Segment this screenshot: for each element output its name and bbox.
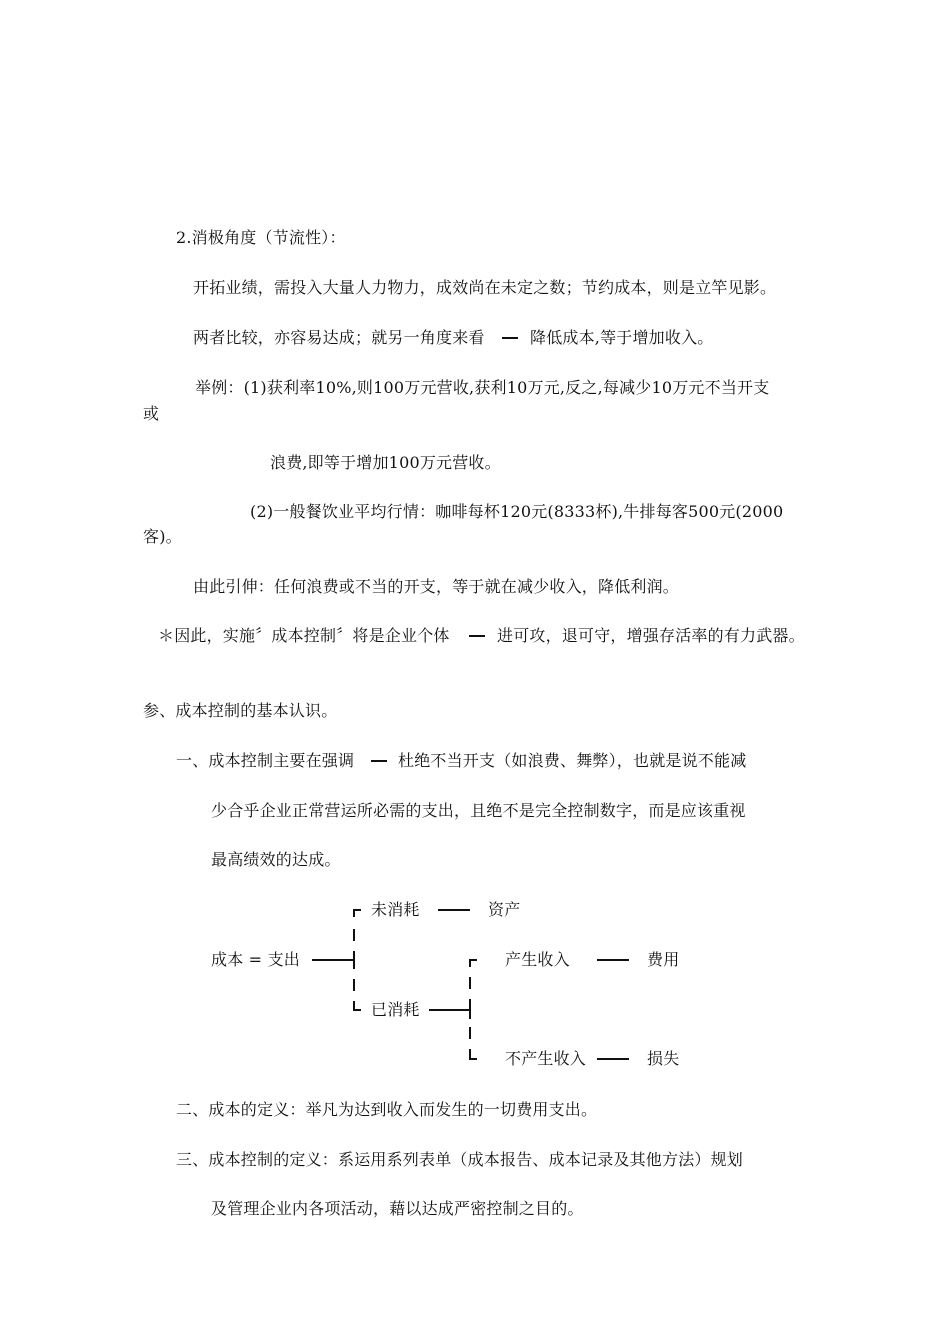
list-item: 二、成本的定义：举凡为达到收入而发生的一切费用支出。 xyxy=(176,1100,598,1119)
node-loss: 损失 xyxy=(647,1049,680,1068)
diagram-root-label: 成本 = 支出 xyxy=(211,950,300,969)
list-item-cont: 少合乎企业正常营运所必需的支出，且绝不是完全控制数字，而是应该重视 xyxy=(211,801,746,820)
connector-line xyxy=(438,909,470,911)
connector-line xyxy=(597,1058,629,1060)
em-dash xyxy=(502,337,518,339)
list-item-cont: 最高绩效的达成。 xyxy=(211,850,341,869)
connector-line xyxy=(429,1009,469,1011)
conclusion-line: ＊因此，实施〞成本控制〞将是企业个体 xyxy=(158,626,450,645)
bracket-segment xyxy=(353,929,355,941)
paragraph-line: 开拓业绩，需投入大量人力物力，成效尚在未定之数；节约成本，则是立竿见影。 xyxy=(193,278,777,297)
node-non-revenue: 不产生收入 xyxy=(505,1049,587,1068)
node-unconsumed: 未消耗 xyxy=(371,900,420,919)
node-consumed: 已消耗 xyxy=(371,1000,420,1019)
node-asset: 资产 xyxy=(488,900,521,919)
paragraph-line: 由此引伸：任何浪费或不当的开支，等于就在减少收入，降低利润。 xyxy=(193,577,680,596)
bracket-bottom-tick xyxy=(353,1009,361,1011)
em-dash xyxy=(371,760,387,762)
list-item-cont: 及管理企业内各项活动，藉以达成严密控制之目的。 xyxy=(211,1199,584,1218)
section-heading: 参、成本控制的基本认识。 xyxy=(143,701,338,720)
example-line: 浪费,即等于增加100万元营收。 xyxy=(270,453,501,472)
example-line: (2)一般餐饮业平均行情：咖啡每杯120元(8333杯),牛排每客500元(2000 xyxy=(250,502,784,521)
bracket-segment xyxy=(469,999,471,1019)
node-expense: 费用 xyxy=(647,950,680,969)
bracket-segment xyxy=(469,959,471,967)
bracket-segment xyxy=(469,977,471,989)
list-item: 三、成本控制的定义：系运用系列表单（成本报告、成本记录及其他方法）规划 xyxy=(176,1150,744,1169)
example-line: 举例：(1)获利率10%,则100万元营收,获利10万元,反之,每减少10万元不当开支 xyxy=(195,378,770,397)
em-dash xyxy=(469,635,485,637)
node-revenue-generating: 产生收入 xyxy=(505,950,570,969)
conclusion-line: 进可攻，退可守，增强存活率的有力武器。 xyxy=(497,626,805,645)
connector-line xyxy=(597,959,629,961)
list-item: 一、成本控制主要在强调 xyxy=(176,751,355,770)
paragraph-line: 两者比较，亦容易达成；就另一角度来看 xyxy=(193,328,485,347)
bracket-bottom-tick xyxy=(469,1058,477,1060)
list-item: 杜绝不当开支（如浪费、舞弊），也就是说不能减 xyxy=(398,751,747,770)
example-line-wrap: 客)。 xyxy=(143,527,182,546)
section-heading: 2.消极角度（节流性）： xyxy=(176,228,346,247)
paragraph-line: 降低成本,等于增加收入。 xyxy=(530,328,714,347)
bracket-segment xyxy=(353,979,355,991)
bracket-segment xyxy=(353,909,355,917)
bracket-segment xyxy=(469,1027,471,1039)
connector-line xyxy=(312,959,353,961)
example-line-wrap: 或 xyxy=(143,404,160,423)
bracket-segment xyxy=(353,951,355,969)
